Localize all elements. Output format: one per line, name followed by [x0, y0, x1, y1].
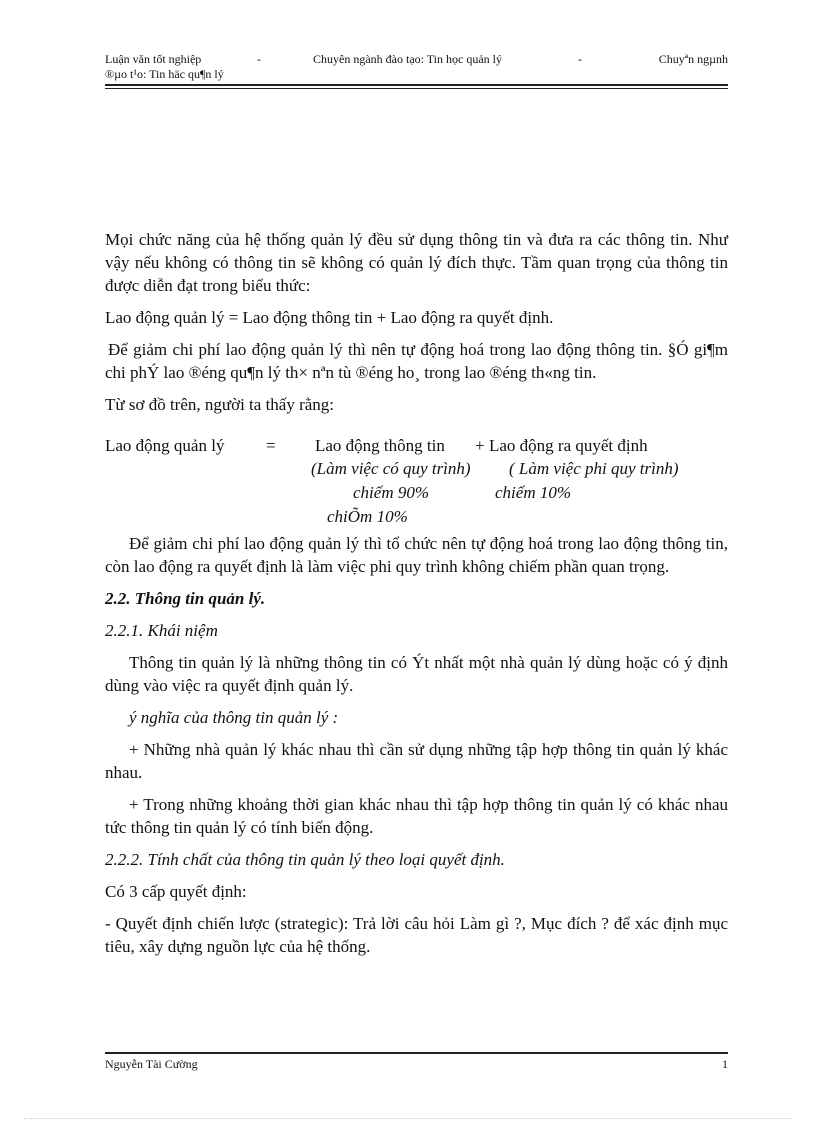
paragraph-3: Để giảm chi phí lao động quản lý thì nên tự động hoá trong lao động thông tin. §Ó gi¶m chi phÝ lao ®éng qu¶n lý th× nªn tù ®éng ho¸ trong lao ®éng th«ng tin. — [105, 340, 728, 382]
paragraph-1: Mọi chức năng của hệ thống quản lý đều sử dụng thông tin và đưa ra các thông tin. Như vậy nếu không có thông tin sẽ không có quản lý đích thực. Tầm quan trọng của thông tin được diễn đạt trong biểu thức: — [105, 230, 728, 295]
equation-term-2: Lao động ra quyết định — [489, 436, 648, 455]
subsection-1: 2.2.1. Khái niệm — [105, 621, 218, 640]
header-right: Chuyªn ngµnh — [658, 52, 728, 66]
page-body — [105, 228, 728, 958]
header-dash-1: - — [257, 52, 261, 66]
paragraph-7: Có 3 cấp quyết định: — [105, 882, 247, 901]
paragraph-2: Lao động quản lý = Lao động thông tin + Lao động ra quyết định. — [105, 308, 554, 327]
page-header — [105, 52, 728, 82]
equation-block — [105, 434, 728, 528]
bullet-1: + Những nhà quản lý khác nhau thì cần sử dụng những tập hợp thông tin quản lý khác nhau. — [105, 740, 728, 782]
section-heading: 2.2. Thông tin quản lý. — [105, 589, 266, 608]
equation-equals: = — [266, 436, 276, 455]
header-dash-2: - — [578, 52, 582, 66]
header-left: Luận văn tốt nghiệp — [105, 52, 202, 66]
page-number: 1 — [722, 1057, 728, 1071]
header-center: Chuyên ngành đào tạo: Tin học quản lý — [313, 52, 502, 66]
paragraph-5: Để giảm chi phí lao động quản lý thì tổ chức nên tự động hoá trong lao động thông tin, còn lao động ra quyết định là làm việc phi quy trình không chiếm phần quan trọng. — [105, 534, 728, 576]
meaning-heading: ý nghĩa của thông tin quản lý : — [129, 708, 339, 727]
equation-term-1: Lao động thông tin — [315, 436, 445, 455]
header-rule — [105, 84, 728, 86]
page-edge-divider — [24, 1118, 792, 1119]
equation-percent-2: chiếm 10% — [495, 483, 572, 502]
equation-lhs: Lao động quản lý — [105, 436, 225, 455]
header-line-2: ®µo t¹o: Tin häc qu¶n lý — [105, 67, 224, 81]
subsection-2: 2.2.2. Tính chất của thông tin quản lý theo loại quyết định. — [105, 850, 505, 869]
footer-author: Nguyễn Tài Cường — [105, 1057, 198, 1071]
footer-rule — [105, 1052, 728, 1054]
equation-percent-1: chiếm 90% — [353, 483, 430, 502]
header-rule-thin — [105, 88, 728, 89]
equation-sub-2: ( Làm việc phi quy trình) — [509, 459, 679, 478]
equation-percent-3: chiÕm 10% — [327, 507, 408, 526]
paragraph-8: - Quyết định chiến lược (strategic): Trả lời câu hỏi Làm gì ?, Mục đích ? để xác định mục tiêu, xây dựng nguồn lực của hệ thống. — [105, 914, 728, 956]
paragraph-6: Thông tin quản lý là những thông tin có Ýt nhất một nhà quản lý dùng hoặc có ý định dùng vào việc ra quyết định quản lý. — [105, 653, 728, 695]
equation-sub-1: (Làm việc có quy trình) — [311, 459, 471, 478]
paragraph-4: Từ sơ đồ trên, người ta thấy rằng: — [105, 395, 335, 414]
equation-plus: + — [475, 436, 485, 455]
bullet-2: + Trong những khoảng thời gian khác nhau thì tập hợp thông tin quản lý có khác nhau tức thông tin quản lý có tính biến động. — [105, 795, 728, 837]
